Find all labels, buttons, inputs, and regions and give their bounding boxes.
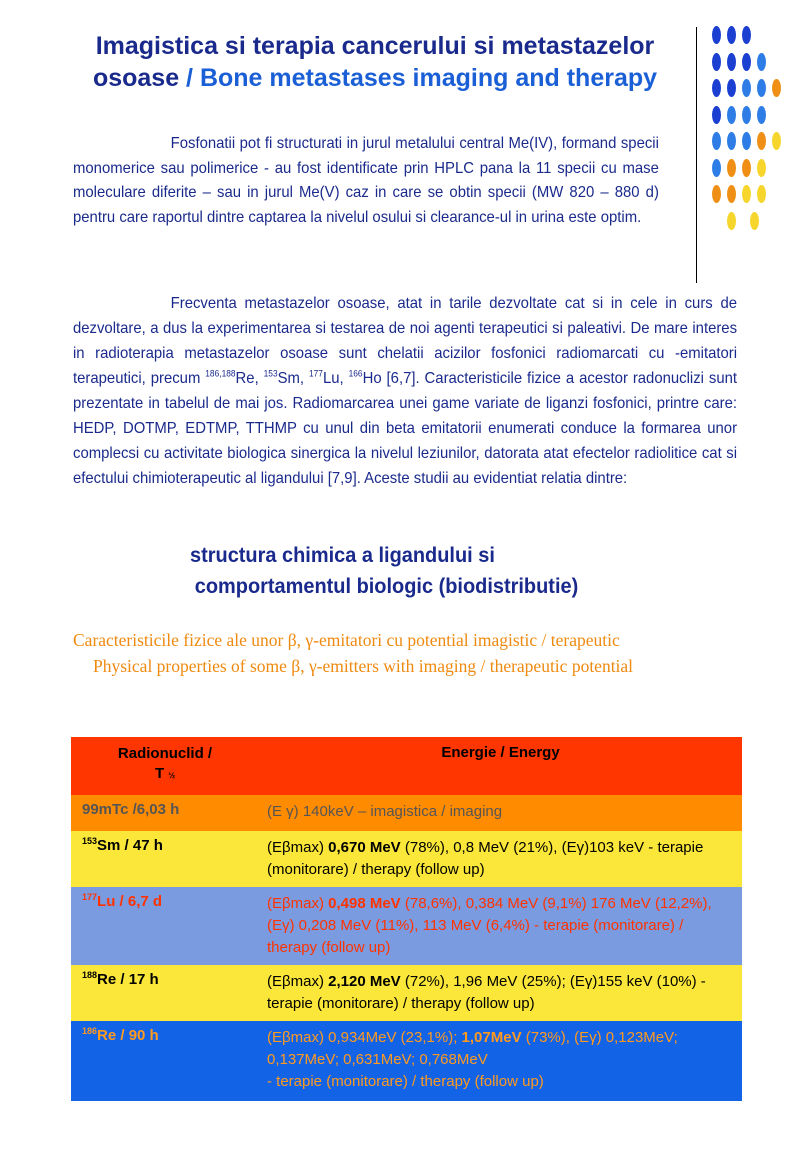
decorative-dot — [757, 159, 766, 177]
paragraph-2-text-b: [6,7]. Caracteristicile fizice a acestor radonuclizi sunt prezentate in tabelul de mai jos. Radiomarcarea unei game variate de liganzi fosfonici, printre care: HEDP, DOTMP, EDTMP, TTHMP cu unul din beta emitatorii enumerati conduce la formarea unor complecsi cu activitate biologica sinergica la nivelul leziunilor, datorata atat efectelor radiolitice cat si efectului chimioterapeutic al ligandului [7,9]. Aceste studii au evidentiat relatia dintre: — [73, 370, 738, 487]
mass-number: 186 — [82, 1026, 98, 1036]
energy-main-value: 2,120 MeV — [328, 973, 401, 990]
table-caption — [73, 627, 773, 679]
energy-cell — [259, 887, 742, 965]
energy-text-rest: (78%), 0,8 MeV (21%), (Eγ)103 keV - terapie (monitorare) / therapy (follow up) — [267, 839, 704, 878]
decorative-dot — [712, 159, 721, 177]
decorative-dot — [757, 106, 766, 124]
decorative-dot — [742, 132, 751, 150]
energy-text: (Eβmax) — [267, 839, 329, 856]
relation-heading — [190, 540, 578, 602]
energy-main-value: 0,670 MeV — [328, 839, 401, 856]
decorative-dot — [712, 185, 721, 203]
nuclide-cell — [71, 887, 259, 965]
paragraph-2-text-a: Frecventa metastazelor osoase, atat in tarile dezvoltate cat si in cele in curs de dezvoltare, a dus la experimentarea si testarea de noi agenti terapeutici si paleativi. De mare interes in radioterapia metastazelor osoase sunt chelatii acizilor fosfonici radiomarcati cu -emitatori terapeutici, precum — [73, 295, 738, 387]
energy-text-rest: (78,6%), 0,384 MeV (9,1%) 176 MeV (12,2%), (Eγ) 0,208 MeV (11%), 113 MeV (6,4%) - terapie (monitorare) / therapy (follow up) — [267, 895, 712, 956]
decorative-dot — [727, 106, 736, 124]
title-en: Bone metastases imaging and therapy — [199, 64, 658, 92]
nuclide-name: 99mTc /6,03 h — [82, 801, 180, 818]
energy-main-value: 1,07MeV — [461, 1029, 522, 1046]
nuclide-cell — [71, 795, 259, 831]
decorative-dot — [727, 132, 736, 150]
decorative-dot — [727, 212, 736, 230]
nuclide-cell — [71, 831, 259, 887]
energy-cell — [259, 1021, 742, 1101]
decorative-dot — [712, 132, 721, 150]
energy-main-value: 0,498 MeV — [328, 895, 401, 912]
title-line-1: Imagistica si terapia cancerului si metastazelor — [95, 32, 655, 60]
title-separator: / — [179, 64, 200, 92]
decorative-dot — [757, 53, 766, 71]
nuclide-cell — [71, 965, 259, 1021]
energy-text: (Eβmax) 0,934MeV (23,1%); — [267, 1029, 462, 1046]
decorative-dot — [757, 79, 766, 97]
energy-text: (E γ) 140keV – imagistica / imaging — [267, 803, 503, 820]
nuclide-sm: Sm, — [277, 370, 310, 387]
energy-text-rest: (72%), 1,96 MeV (25%); (Eγ)155 keV (10%) - terapie (monitorare) / therapy (follow up) — [267, 973, 706, 1012]
decorative-dot — [772, 79, 781, 97]
nuclide-name: Re / 90 h — [97, 1027, 159, 1044]
header-radionuclide — [71, 737, 259, 795]
table-row — [71, 831, 742, 887]
energy-text-rest: (73%), (Eγ) 0,123MeV; 0,137MeV; 0,631MeV; 0,768MeV — [267, 1029, 678, 1068]
header-half-symbol: ½ — [168, 771, 175, 780]
table-header-row — [71, 737, 742, 795]
decorative-dot — [772, 132, 781, 150]
table-row — [71, 887, 742, 965]
paragraph-phosphonates — [73, 132, 659, 230]
title-line-2 — [60, 62, 690, 94]
decorative-dot — [757, 132, 766, 150]
energy-cell — [259, 965, 742, 1021]
vertical-divider — [696, 27, 697, 283]
nuclide-ho: Ho — [362, 370, 382, 387]
decorative-dot — [742, 26, 751, 44]
paragraph-1-text: Fosfonatii pot fi structurati in jurul metalului central Me(IV), formand specii monomerice sau polimerice - au fost identificate prin HPLC pana la 11 specii cu mase moleculare diferite – sau in jurul Me(V) caz in care se obtin specii (MW 820 – 880 d) pentru care raportul dintre captarea la nivelul osului si clearance-ul in urina este optim. — [73, 135, 659, 226]
radionuclide-table — [71, 737, 742, 1101]
decorative-dot-grid — [712, 26, 792, 256]
energy-text: (Eβmax) — [267, 895, 329, 912]
header-energy: Energie / Energy — [441, 744, 560, 761]
energy-text: (Eβmax) — [267, 973, 329, 990]
table-row — [71, 1021, 742, 1101]
sup-re: 186,188 — [205, 368, 236, 379]
decorative-dot — [750, 212, 759, 230]
caption-ro: Caracteristicile fizice ale unor β, γ-emitatori cu potential imagistic / terapeutic — [73, 630, 620, 650]
title-ro: osoase — [92, 64, 180, 92]
energy-cell — [259, 831, 742, 887]
table-row — [71, 795, 742, 831]
header-col1-line1: Radionuclid / — [117, 745, 213, 762]
decorative-dot — [727, 159, 736, 177]
relation-line-1: structura chimica a ligandului si — [190, 544, 495, 567]
decorative-dot — [742, 185, 751, 203]
decorative-dot — [742, 53, 751, 71]
table-row — [71, 965, 742, 1021]
decorative-dot — [712, 106, 721, 124]
relation-line-2: comportamentul biologic (biodistributie) — [194, 575, 579, 598]
energy-text-therapy: - terapie (monitorare) / therapy (follow up) — [267, 1073, 544, 1090]
decorative-dot — [742, 159, 751, 177]
paragraph-metastases — [73, 291, 737, 491]
decorative-dot — [742, 106, 751, 124]
header-col1-line2: T — [154, 765, 165, 782]
decorative-dot — [712, 79, 721, 97]
decorative-dot — [757, 185, 766, 203]
nuclide-name: Lu / 6,7 d — [97, 893, 163, 910]
nuclide-cell — [71, 1021, 259, 1101]
mass-number: 177 — [82, 892, 98, 902]
decorative-dot — [727, 79, 736, 97]
caption-en: Physical properties of some β, γ-emitters with imaging / therapeutic potential — [93, 656, 634, 676]
decorative-dot — [712, 26, 721, 44]
energy-cell — [259, 795, 742, 831]
decorative-dot — [727, 53, 736, 71]
nuclide-name: Sm / 47 h — [97, 837, 163, 854]
sup-ho: 166 — [348, 368, 363, 379]
page-title — [60, 30, 690, 94]
sup-sm: 153 — [263, 368, 278, 379]
nuclide-re: Re, — [235, 370, 264, 387]
decorative-dot — [727, 26, 736, 44]
mass-number: 153 — [82, 836, 98, 846]
mass-number: 188 — [82, 970, 98, 980]
sup-lu: 177 — [309, 368, 323, 379]
decorative-dot — [712, 53, 721, 71]
decorative-dot — [742, 79, 751, 97]
decorative-dot — [727, 185, 736, 203]
nuclide-lu: Lu, — [322, 370, 349, 387]
nuclide-name: Re / 17 h — [97, 971, 159, 988]
